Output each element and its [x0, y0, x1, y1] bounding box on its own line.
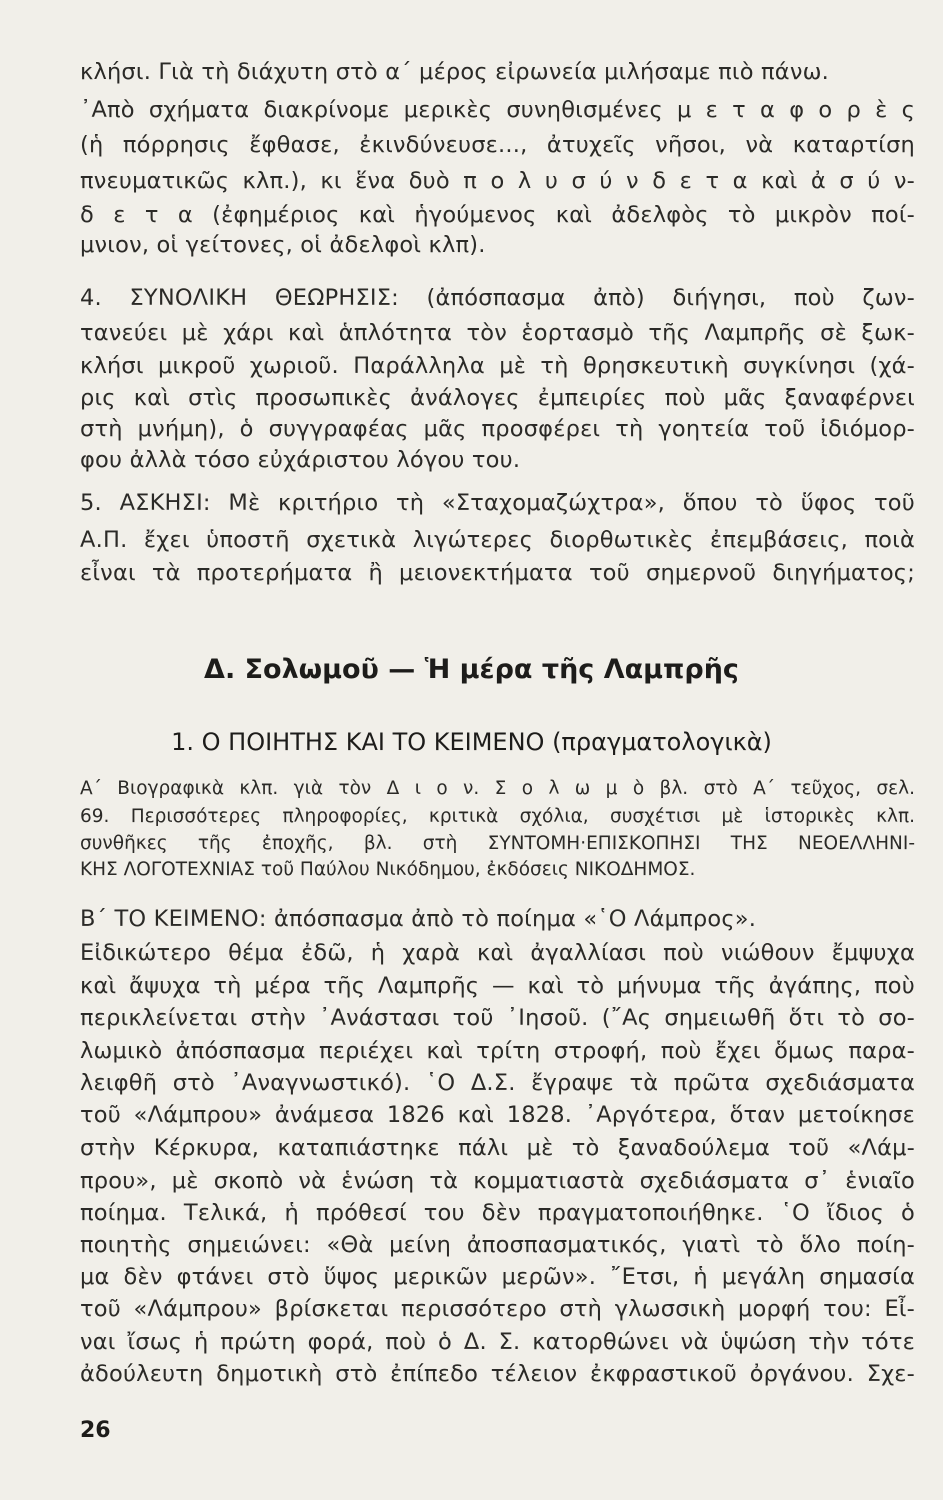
text-line: Β΄ ΤΟ ΚΕΙΜΕΝΟ: ἀπόσπασμα ἀπὸ τὸ ποίημα «῾Ο Λάμπρος».: [80, 906, 757, 932]
text-line: καὶ ἄψυχα τὴ μέρα τῆς Λαμπρῆς — καὶ τὸ μήνυμα τῆς ἀγάπης, ποὺ: [80, 973, 915, 999]
text-line: πρου», μὲ σκοπὸ νὰ ἑνώση τὰ κομματιαστὰ σχεδιάσματα σ᾿ ἑνιαῖο: [80, 1168, 915, 1194]
text-line: κλήσι μικροῦ χωριοῦ. Παράλληλα μὲ τὴ θρησκευτικὴ συγκίνησι (χά-: [80, 353, 915, 379]
page-number: 26: [80, 1418, 111, 1443]
text-line: ᾿Απὸ σχήματα διακρίνομε μερικὲς συνηθισμένες μ ε τ α φ ο ρ ὲ ς: [80, 97, 915, 123]
text-line: τοῦ «Λάμπρου» βρίσκεται περισσότερο στὴ γλωσσικὴ μορφή του: Εἶ-: [80, 1296, 915, 1322]
text-line: στὴν Κέρκυρα, καταπιάστηκε πάλι μὲ τὸ ξαναδούλεμα τοῦ «Λάμ-: [80, 1135, 915, 1161]
text-line: ποίημα. Τελικά, ἡ πρόθεσί του δὲν πραγματοποιήθηκε. ῾Ο ἴδιος ὁ: [80, 1200, 915, 1226]
text-line: μα δὲν φτάνει στὸ ὕψος μερικῶν μερῶν». ῎Ετσι, ἡ μεγάλη σημασία: [80, 1264, 915, 1290]
text-line: δ ε τ α (ἐφημέριος καὶ ἡγούμενος καὶ ἀδελφὸς τὸ μικρὸν ποί-: [80, 202, 915, 228]
text-line: (ἡ πόρρησις ἔφθασε, ἐκινδύνευσε..., ἀτυχεῖς νῆσοι, νὰ καταρτίση: [80, 132, 915, 158]
text-line: στὴ μνήμη), ὁ συγγραφέας μᾶς προσφέρει τὴ γοητεία τοῦ ἰδιόμορ-: [80, 416, 915, 442]
text-line: τανεύει μὲ χάρι καὶ ἁπλότητα τὸν ἑορτασμὸ τῆς Λαμπρῆς σὲ ξωκ-: [80, 320, 915, 346]
poem-heading: Δ. Σολωμοῦ — Ἡ μέρα τῆς Λαμπρῆς: [204, 654, 739, 685]
text-line: μνιον, οἱ γείτονες, οἱ ἀδελφοὶ κλπ).: [80, 232, 486, 258]
text-line: λωμικὸ ἀπόσπασμα περιέχει καὶ τρίτη στροφή, ποὺ ἔχει ὅμως παρα-: [80, 1038, 915, 1064]
text-line: ΚΗΣ ΛΟΓΟΤΕΧΝΙΑΣ τοῦ Παύλου Νικόδημου, ἐκδόσεις ΝΙΚΟΔΗΜΟΣ.: [80, 859, 696, 880]
text-line: ρις καὶ στὶς προσωπικὲς ἀνάλογες ἐμπειρίες ποὺ μᾶς ξαναφέρνει: [80, 385, 915, 411]
text-line: 5. ΑΣΚΗΣΙ: Μὲ κριτήριο τὴ «Σταχομαζώχτρα», ὅπου τὸ ὕφος τοῦ: [80, 490, 915, 516]
text-line: ἀδούλευτη δημοτικὴ στὸ ἐπίπεδο τέλειον ἐκφραστικοῦ ὀργάνου. Σχε-: [80, 1361, 915, 1387]
text-line: φου ἀλλὰ τόσο εὐχάριστου λόγου του.: [80, 447, 521, 473]
text-line: Α΄ Βιογραφικὰ κλπ. γιὰ τὸν Δ ι ο ν. Σ ο λ ω μ ὸ βλ. στὸ Α΄ τεῦχος, σελ.: [80, 778, 915, 799]
text-line: Εἰδικώτερο θέμα ἐδῶ, ἡ χαρὰ καὶ ἀγαλλίασι ποὺ νιώθουν ἔμψυχα: [80, 940, 915, 966]
text-line: περικλείνεται στὴν ᾿Ανάστασι τοῦ ᾿Ιησοῦ. (῎Ας σημειωθῆ ὅτι τὸ σο-: [80, 1005, 915, 1031]
text-line: τοῦ «Λάμπρου» ἀνάμεσα 1826 καὶ 1828. ᾿Αργότερα, ὅταν μετοίκησε: [80, 1102, 915, 1128]
text-line: 69. Περισσότερες πληροφορίες, κριτικὰ σχόλια, συσχέτισι μὲ ἱστορικὲς κλπ.: [80, 806, 915, 827]
text-line: ποιητὴς σημειώνει: «Θὰ μείνη ἀποσπασματικός, γιατὶ τὸ ὅλο ποίη-: [80, 1232, 915, 1258]
text-line: λειφθῆ στὸ ᾿Αναγνωστικό). ῾Ο Δ.Σ. ἔγραψε τὰ πρῶτα σχεδιάσματα: [80, 1070, 915, 1096]
text-line: κλήσι. Γιὰ τὴ διάχυτη στὸ α΄ μέρος εἰρωνεία μιλήσαμε πιὸ πάνω.: [80, 59, 830, 85]
text-line: πνευματικῶς κλπ.), κι ἕνα δυὸ π ο λ υ σ ύ ν δ ε τ α καὶ ἀ σ ύ ν-: [80, 168, 915, 194]
text-line: Α.Π. ἔχει ὑποστῆ σχετικὰ λιγώτερες διορθωτικὲς ἐπεμβάσεις, ποιὰ: [80, 527, 915, 553]
section-subheading: 1. Ο ΠΟΙΗΤΗΣ ΚΑΙ ΤΟ ΚΕΙΜΕΝΟ (πραγματολογικὰ): [171, 728, 772, 756]
text-line: συνθῆκες τῆς ἐποχῆς, βλ. στὴ ΣΥΝΤΟΜΗ·ΕΠΙΣΚΟΠΗΣΙ ΤΗΣ ΝΕΟΕΛΛΗΝΙ-: [80, 833, 915, 854]
text-line: εἶναι τὰ προτερήματα ἢ μειονεκτήματα τοῦ σημερνοῦ διηγήματος;: [80, 560, 915, 586]
text-line: 4. ΣΥΝΟΛΙΚΗ ΘΕΩΡΗΣΙΣ: (ἀπόσπασμα ἀπὸ) διήγησι, ποὺ ζων-: [80, 285, 915, 311]
text-line: ναι ἴσως ἡ πρώτη φορά, ποὺ ὁ Δ. Σ. κατορθώνει νὰ ὑψώση τὴν τότε: [80, 1329, 915, 1355]
